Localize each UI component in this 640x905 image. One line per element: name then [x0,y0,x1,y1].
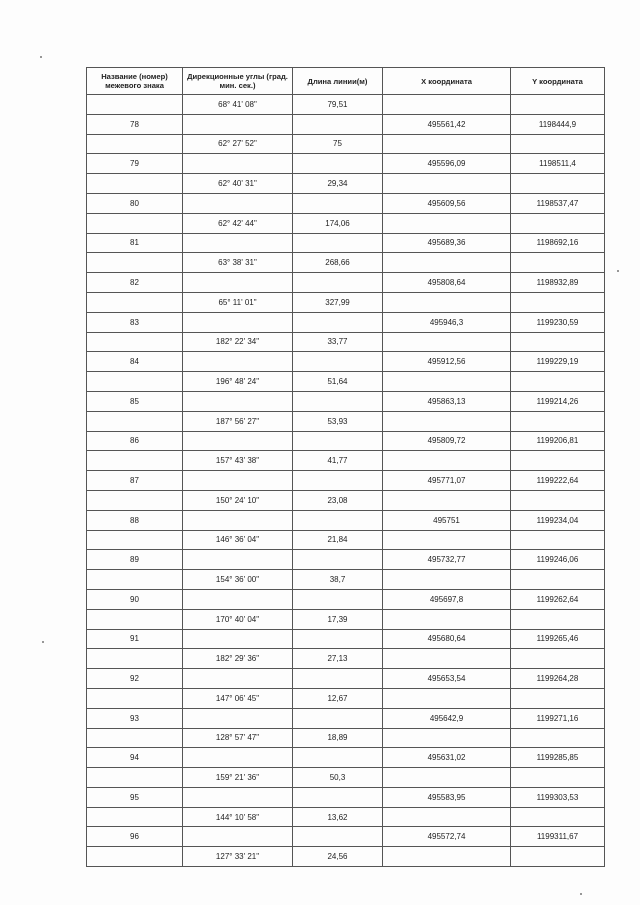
empty-cell [511,411,605,431]
point-name: 82 [87,273,183,293]
segment-angle: 62° 40' 31" [183,174,293,194]
empty-cell [293,787,383,807]
y-coordinate: 1199230,59 [511,312,605,332]
empty-cell [511,847,605,867]
point-row [87,669,605,689]
segment-angle: 127° 33' 21" [183,847,293,867]
empty-cell [511,609,605,629]
empty-cell [87,649,183,669]
empty-cell [183,193,293,213]
empty-cell [87,807,183,827]
point-row [87,312,605,332]
y-coordinate: 1199222,64 [511,471,605,491]
empty-cell [383,768,511,788]
segment-length: 38,7 [293,570,383,590]
point-name: 91 [87,629,183,649]
point-name: 86 [87,431,183,451]
segment-angle: 63° 38' 31" [183,253,293,273]
y-coordinate: 1199303,53 [511,787,605,807]
header-y: Y координата [511,68,605,95]
y-coordinate: 1198692,16 [511,233,605,253]
x-coordinate: 495863,13 [383,391,511,411]
empty-cell [511,688,605,708]
point-name: 89 [87,550,183,570]
segment-length: 79,51 [293,95,383,115]
point-row [87,154,605,174]
empty-cell [183,114,293,134]
segment-length: 12,67 [293,688,383,708]
point-row [87,589,605,609]
scan-speck [617,270,619,272]
empty-cell [383,372,511,392]
empty-cell [383,174,511,194]
point-name: 81 [87,233,183,253]
segment-row [87,490,605,510]
empty-cell [383,411,511,431]
segment-length: 27,13 [293,649,383,669]
point-row [87,748,605,768]
point-name: 83 [87,312,183,332]
y-coordinate: 1199206,81 [511,431,605,451]
empty-cell [293,233,383,253]
x-coordinate: 495946,3 [383,312,511,332]
segment-angle: 182° 22' 34" [183,332,293,352]
empty-cell [183,154,293,174]
scan-speck [580,893,582,895]
segment-length: 51,64 [293,372,383,392]
empty-cell [511,570,605,590]
segment-row [87,688,605,708]
segment-length: 53,93 [293,411,383,431]
x-coordinate: 495689,36 [383,233,511,253]
empty-cell [87,570,183,590]
y-coordinate: 1199311,67 [511,827,605,847]
segment-length: 18,89 [293,728,383,748]
empty-cell [293,273,383,293]
empty-cell [383,609,511,629]
empty-cell [383,649,511,669]
segment-angle: 196° 48' 24" [183,372,293,392]
segment-length: 23,08 [293,490,383,510]
segment-row [87,332,605,352]
segment-row [87,253,605,273]
empty-cell [293,154,383,174]
empty-cell [383,490,511,510]
empty-cell [87,451,183,471]
segment-angle: 154° 36' 00" [183,570,293,590]
segment-row [87,174,605,194]
segment-length: 327,99 [293,292,383,312]
point-name: 96 [87,827,183,847]
empty-cell [87,134,183,154]
empty-cell [183,510,293,530]
empty-cell [383,253,511,273]
segment-row [87,372,605,392]
header-name: Название (номер) межевого знака [87,68,183,95]
empty-cell [87,332,183,352]
point-name: 79 [87,154,183,174]
segment-length: 21,84 [293,530,383,550]
empty-cell [293,827,383,847]
empty-cell [183,471,293,491]
x-coordinate: 495631,02 [383,748,511,768]
empty-cell [293,352,383,372]
empty-cell [293,312,383,332]
point-row [87,193,605,213]
segment-angle: 68° 41' 08" [183,95,293,115]
segment-row [87,649,605,669]
empty-cell [511,213,605,233]
empty-cell [511,530,605,550]
y-coordinate: 1199265,46 [511,629,605,649]
segment-angle: 150° 24' 10" [183,490,293,510]
empty-cell [383,807,511,827]
empty-cell [87,768,183,788]
segment-angle: 62° 42' 44" [183,213,293,233]
y-coordinate: 1199214,26 [511,391,605,411]
empty-cell [383,332,511,352]
x-coordinate: 495808,64 [383,273,511,293]
scan-speck [42,641,44,643]
y-coordinate: 1199285,85 [511,748,605,768]
empty-cell [183,550,293,570]
segment-row [87,728,605,748]
y-coordinate: 1199246,06 [511,550,605,570]
empty-cell [511,332,605,352]
empty-cell [511,95,605,115]
empty-cell [511,174,605,194]
segment-angle: 182° 29' 36" [183,649,293,669]
segment-length: 41,77 [293,451,383,471]
empty-cell [87,728,183,748]
point-row [87,391,605,411]
point-row [87,114,605,134]
segment-angle: 157° 43' 38" [183,451,293,471]
x-coordinate: 495732,77 [383,550,511,570]
empty-cell [511,372,605,392]
x-coordinate: 495680,64 [383,629,511,649]
empty-cell [293,431,383,451]
point-name: 84 [87,352,183,372]
point-name: 92 [87,669,183,689]
point-row [87,431,605,451]
empty-cell [293,550,383,570]
empty-cell [383,570,511,590]
x-coordinate: 495583,95 [383,787,511,807]
point-name: 93 [87,708,183,728]
table-header-row [87,68,605,95]
segment-angle: 147° 06' 45" [183,688,293,708]
x-coordinate: 495642,9 [383,708,511,728]
empty-cell [87,292,183,312]
segment-angle: 144° 10' 58" [183,807,293,827]
empty-cell [511,292,605,312]
x-coordinate: 495561,42 [383,114,511,134]
point-name: 95 [87,787,183,807]
x-coordinate: 495697,8 [383,589,511,609]
point-name: 80 [87,193,183,213]
point-name: 90 [87,589,183,609]
empty-cell [183,629,293,649]
point-row [87,827,605,847]
empty-cell [87,530,183,550]
segment-length: 75 [293,134,383,154]
x-coordinate: 495771,07 [383,471,511,491]
segment-row [87,530,605,550]
y-coordinate: 1198444,9 [511,114,605,134]
empty-cell [383,95,511,115]
header-x: X координата [383,68,511,95]
empty-cell [293,471,383,491]
segment-row [87,807,605,827]
y-coordinate: 1199234,04 [511,510,605,530]
empty-cell [383,451,511,471]
x-coordinate: 495809,72 [383,431,511,451]
segment-length: 174,06 [293,213,383,233]
segment-row [87,95,605,115]
segment-length: 24,56 [293,847,383,867]
table-body [87,95,605,867]
point-row [87,233,605,253]
empty-cell [183,708,293,728]
segment-angle: 62° 27' 52" [183,134,293,154]
empty-cell [293,510,383,530]
empty-cell [183,589,293,609]
empty-cell [383,292,511,312]
y-coordinate: 1199229,19 [511,352,605,372]
x-coordinate: 495653,54 [383,669,511,689]
segment-row [87,134,605,154]
empty-cell [183,352,293,372]
empty-cell [87,490,183,510]
empty-cell [383,688,511,708]
x-coordinate: 495751 [383,510,511,530]
segment-length: 17,39 [293,609,383,629]
empty-cell [293,589,383,609]
empty-cell [183,431,293,451]
empty-cell [183,787,293,807]
empty-cell [383,134,511,154]
empty-cell [183,748,293,768]
empty-cell [183,273,293,293]
empty-cell [87,847,183,867]
segment-row [87,411,605,431]
empty-cell [383,728,511,748]
point-name: 87 [87,471,183,491]
segment-row [87,609,605,629]
empty-cell [87,253,183,273]
empty-cell [511,649,605,669]
empty-cell [87,213,183,233]
x-coordinate: 495912,56 [383,352,511,372]
header-length: Длина линии(м) [293,68,383,95]
x-coordinate: 495609,56 [383,193,511,213]
empty-cell [511,768,605,788]
empty-cell [293,114,383,134]
point-row [87,273,605,293]
y-coordinate: 1199262,64 [511,589,605,609]
empty-cell [293,748,383,768]
header-angle: Дирекционные углы (град. мин. сек.) [183,68,293,95]
empty-cell [87,95,183,115]
segment-row [87,847,605,867]
x-coordinate: 495596,09 [383,154,511,174]
segment-angle: 159° 21' 36" [183,768,293,788]
segment-length: 33,77 [293,332,383,352]
y-coordinate: 1198537,47 [511,193,605,213]
segment-length: 29,34 [293,174,383,194]
scan-speck [40,56,42,58]
segment-angle: 170° 40' 04" [183,609,293,629]
point-row [87,629,605,649]
y-coordinate: 1199271,16 [511,708,605,728]
empty-cell [293,629,383,649]
empty-cell [511,451,605,471]
empty-cell [293,391,383,411]
empty-cell [293,669,383,689]
segment-angle: 187° 56' 27" [183,411,293,431]
segment-row [87,570,605,590]
empty-cell [511,134,605,154]
point-row [87,510,605,530]
empty-cell [87,688,183,708]
point-name: 78 [87,114,183,134]
empty-cell [383,213,511,233]
empty-cell [87,372,183,392]
boundary-coordinates-table [86,67,605,867]
segment-row [87,768,605,788]
y-coordinate: 1199264,28 [511,669,605,689]
y-coordinate: 1198511,4 [511,154,605,174]
empty-cell [511,253,605,273]
empty-cell [511,728,605,748]
empty-cell [383,847,511,867]
segment-row [87,451,605,471]
empty-cell [293,708,383,728]
empty-cell [383,530,511,550]
segment-length: 50,3 [293,768,383,788]
segment-angle: 128° 57' 47" [183,728,293,748]
point-name: 88 [87,510,183,530]
segment-length: 268,66 [293,253,383,273]
empty-cell [183,391,293,411]
point-name: 85 [87,391,183,411]
segment-angle: 65° 11' 01" [183,292,293,312]
empty-cell [511,490,605,510]
point-row [87,352,605,372]
empty-cell [293,193,383,213]
segment-row [87,213,605,233]
empty-cell [511,807,605,827]
empty-cell [183,827,293,847]
segment-row [87,292,605,312]
empty-cell [183,312,293,332]
point-row [87,550,605,570]
empty-cell [183,669,293,689]
empty-cell [87,411,183,431]
segment-angle: 146° 36' 04" [183,530,293,550]
point-row [87,708,605,728]
point-row [87,787,605,807]
point-name: 94 [87,748,183,768]
empty-cell [183,233,293,253]
point-row [87,471,605,491]
x-coordinate: 495572,74 [383,827,511,847]
segment-length: 13,62 [293,807,383,827]
y-coordinate: 1198932,89 [511,273,605,293]
empty-cell [87,174,183,194]
empty-cell [87,609,183,629]
